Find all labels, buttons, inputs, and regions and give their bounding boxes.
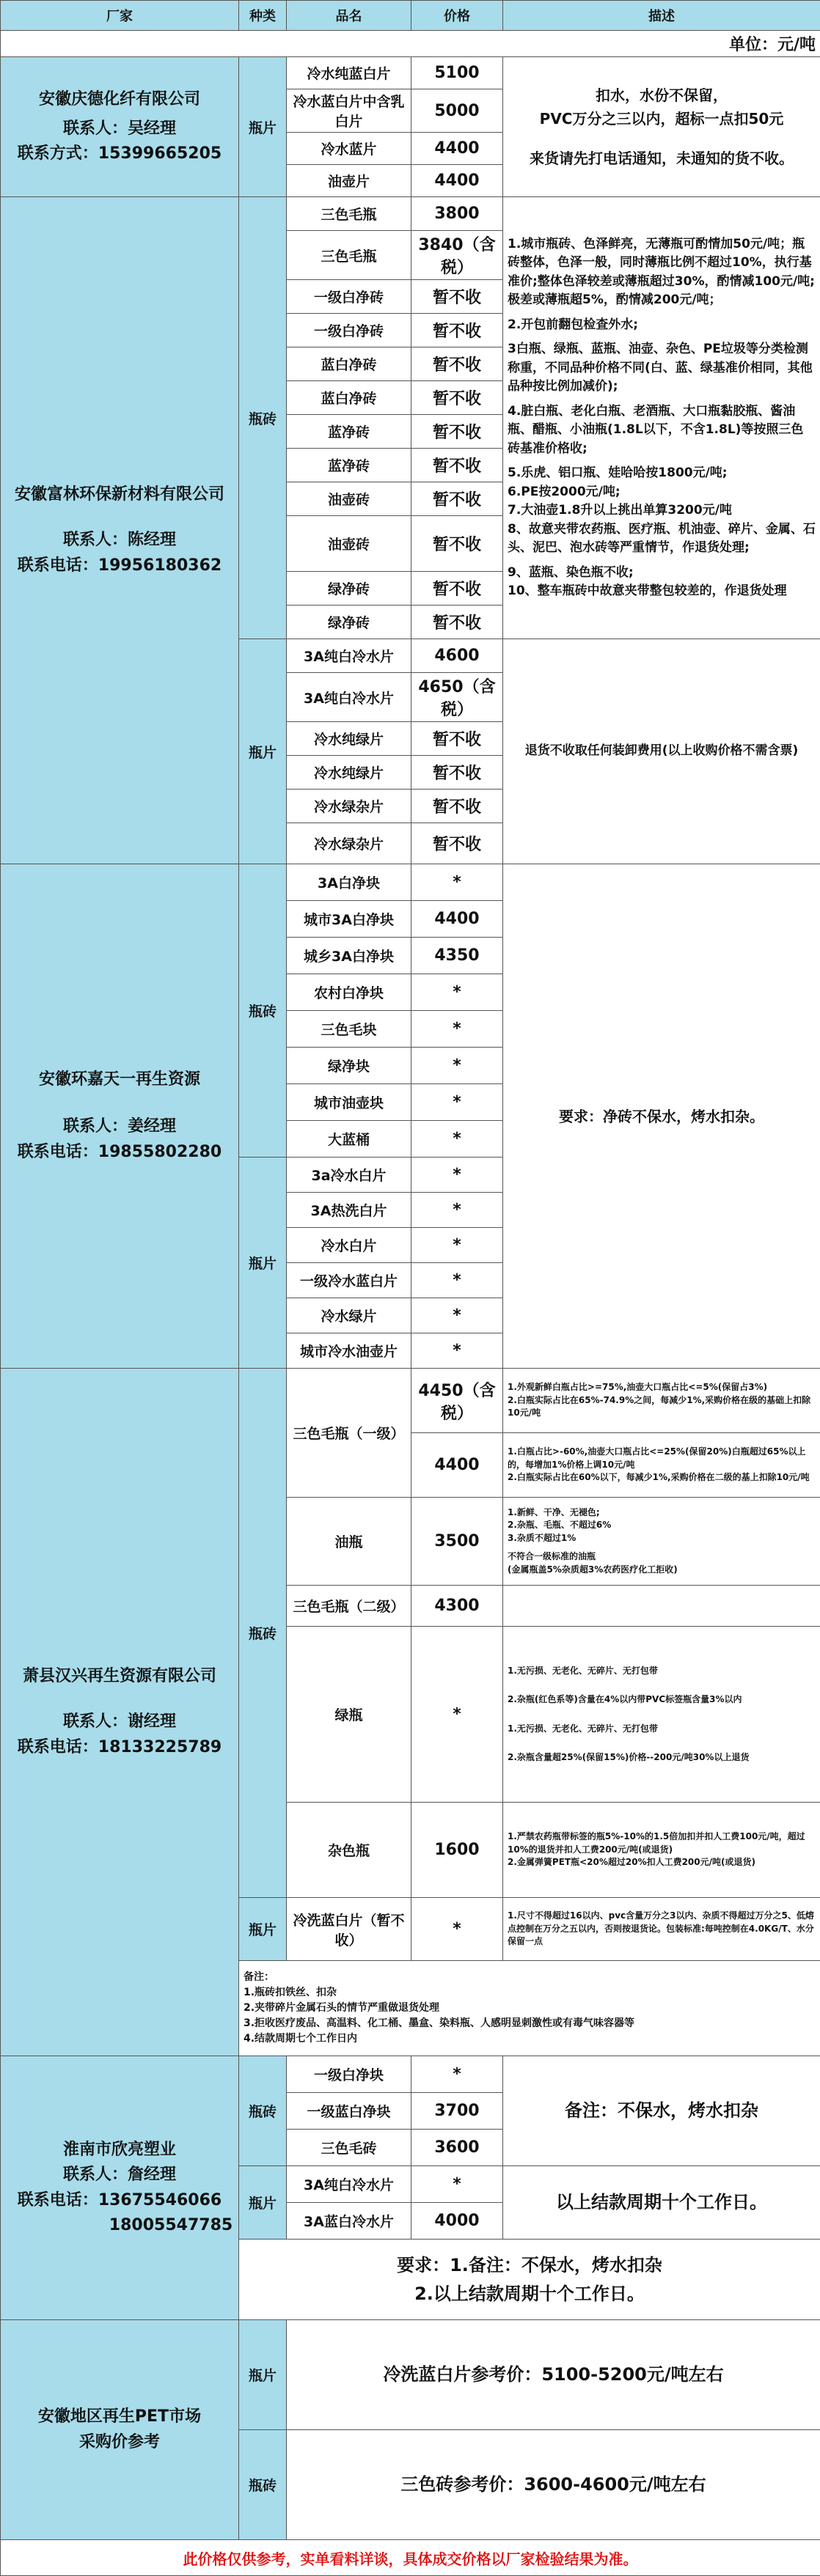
desc-line: 扣水，水份不保留， [508,84,816,107]
product-name: 三色毛瓶 [287,197,411,231]
desc-line: 1.无污损、无老化、无碎片、无打包带 [508,1665,816,1677]
company-name: 安徽富林环保新材料有限公司 [5,482,234,507]
product-name: 蓝白净砖 [287,347,411,381]
product-price: * [411,1084,503,1121]
product-type: 瓶片 [239,639,287,864]
contact-person: 联系人：陈经理 [5,528,234,553]
description: 要求：净砖不保水，烤水扣杂。 [503,864,820,1369]
contact-phone: 联系电话：18133225789 [5,1735,234,1760]
product-price: 3600 [411,2130,503,2166]
product-type: 瓶片 [239,1158,287,1369]
product-price: 3840（含税） [411,231,503,280]
product-name: 冷水绿杂片 [287,823,411,864]
desc-line: 2.杂瓶、毛瓶、不超过6% [508,1519,816,1531]
product-name: 冷洗蓝白片（暂不收） [287,1898,411,1961]
product-type: 瓶片 [239,57,287,197]
phone-number: 18005547785 [5,2213,234,2238]
header-row [1,1,820,31]
product-name: 城市3A白净块 [287,901,411,938]
product-price: 暂不收 [411,606,503,639]
contact-phone: 联系电话：19855802280 [5,1140,234,1165]
product-type: 瓶片 [239,2320,287,2430]
product-price: 暂不收 [411,790,503,823]
product-price: 5000 [411,89,503,133]
product-name: 蓝净砖 [287,415,411,449]
table-row [1,2320,820,2430]
product-price: 4300 [411,1586,503,1627]
product-name: 冷水纯蓝白片 [287,57,411,89]
description: 1.尺寸不得超过16以内、pvc含量万分之3以内、杂质不得超过万分之5、低熔点控制在万分之五以内，否则按退货论。包装标准:每吨控制在4.0KG/T、水分保留一点 [503,1898,820,1961]
type-header: 种类 [239,1,287,31]
product-name: 蓝白净砖 [287,381,411,415]
product-type: 瓶砖 [239,2430,287,2540]
desc-line: 10、整车瓶砖中故意夹带整包较差的，作退货处理 [508,582,816,601]
product-name: 油壶砖 [287,516,411,572]
product-price: 4400 [411,133,503,165]
product-price: * [411,1898,503,1961]
product-name: 3a冷水白片 [287,1158,411,1193]
product-price: * [411,1333,503,1369]
product-name: 三色毛砖 [287,2130,411,2166]
product-name: 蓝净砖 [287,449,411,482]
table-row [1,57,820,89]
desc-line: 6.PE按2000元/吨; [508,483,816,502]
note-line: 2.夹带碎片金属石头的情节严重做退货处理 [244,2001,816,2016]
product-name: 冷水白片 [287,1228,411,1263]
product-name: 3A蓝白冷水片 [287,2203,411,2240]
product-price: 暂不收 [411,756,503,790]
product-price: 3500 [411,1498,503,1586]
product-price: 暂不收 [411,482,503,516]
desc-line: 3白瓶、绿瓶、蓝瓶、油壶、杂色、PE垃圾等分类检测称重，不同品种价格不同(白、蓝、绿基准价相同，其他品种按比例加减价); [508,340,816,397]
product-name: 一级白净砖 [287,314,411,347]
desc-line: 5.乐虎、铝口瓶、娃哈哈按1800元/吨; [508,464,816,483]
product-price: 暂不收 [411,280,503,314]
desc-line: (金属瓶盖5%杂质超3%农药医疗化工拒收) [508,1564,816,1576]
unit-row [1,31,820,57]
company-cell [1,2056,239,2320]
product-name: 3A白净块 [287,864,411,901]
reference-price: 冷洗蓝白片参考价：5100-5200元/吨左右 [287,2320,820,2430]
product-price: * [411,2056,503,2093]
description [503,1498,820,1586]
product-price: 4600 [411,639,503,673]
product-name: 冷水蓝片 [287,133,411,165]
desc-header: 描述 [503,1,820,31]
note-line: 1.瓶砖扣铁丝、扣杂 [244,1985,816,2001]
product-price: 4350 [411,938,503,974]
description [503,57,820,197]
product-type: 瓶片 [239,1898,287,1961]
description [503,1433,820,1498]
product-price: * [411,1158,503,1193]
product-name: 绿瓶 [287,1627,411,1803]
product-price: * [411,1048,503,1084]
table-row [1,1369,820,1433]
desc-line: 7.大油壶1.8升以上挑出单算3200元/吨 [508,501,816,520]
product-name: 一级蓝白净块 [287,2093,411,2130]
product-price: * [411,1228,503,1263]
product-price: 3800 [411,197,503,231]
product-price: 暂不收 [411,314,503,347]
table-row [1,864,820,901]
company-name: 淮南市欣亮塑业 [5,2138,234,2163]
product-name: 城乡3A白净块 [287,938,411,974]
market-title [1,2320,239,2540]
product-price: 暂不收 [411,415,503,449]
product-name: 一级冷水蓝白片 [287,1263,411,1298]
requirement-line: 要求：1.备注：不保水，烤水扣杂 [244,2251,816,2279]
product-price: 暂不收 [411,347,503,381]
contact-person: 联系人：姜经理 [5,1114,234,1139]
description [503,197,820,639]
contact-phone: 联系电话：19956180362 [5,553,234,578]
product-price: * [411,864,503,901]
note-line: 3.拒收医疗废品、高温料、化工桶、墨盒、染料瓶、人感明显刺激性或有毒气味容器等 [244,2016,816,2031]
desc-line: 1.白瓶占比>-60%,油壶大口瓶占比<=25%(保留20%)白瓶超过65%以上的，每增加1%价格上调10元/吨 [508,1446,816,1471]
phone-label: 联系电话： [18,2191,98,2209]
footer-row [1,2540,820,2576]
product-name: 绿净块 [287,1048,411,1084]
description: 备注：不保水，烤水扣杂 [503,2056,820,2166]
desc-line: 2.白瓶实际占比在65%-74.9%之间，每减少1%,采购价格在级的基础上扣除10元/吨 [508,1394,816,1420]
requirement-line: 2.以上结款周期十个工作日。 [244,2280,816,2308]
disclaimer: 此价格仅供参考，实单看料详谈，具体成交价格以厂家检验结果为准。 [1,2540,820,2576]
product-price: 暂不收 [411,449,503,482]
product-price: 4400 [411,165,503,197]
product-name: 冷水蓝白片中含乳白片 [287,89,411,133]
desc-line: 4.脏白瓶、老化白瓶、老酒瓶、大口瓶黏胶瓶、酱油瓶、醋瓶、小油瓶(1.8L以下，不含1.8L)等按照三色砖基准价格收; [508,402,816,459]
product-price: 1600 [411,1803,503,1898]
product-name: 城市油壶块 [287,1084,411,1121]
company-cell [1,1369,239,2056]
phone-number: 13675546066 [98,2191,222,2209]
description [503,1627,820,1803]
product-name: 三色毛瓶（二级） [287,1586,411,1627]
company-name: 萧县汉兴再生资源有限公司 [5,1664,234,1689]
product-name: 油壶片 [287,165,411,197]
product-price: * [411,1121,503,1158]
desc-line: 2.杂瓶(红色系等)含量在4%以内带PVC标签瓶含量3%以内 [508,1693,816,1706]
product-price: 4450（含税） [411,1369,503,1433]
product-name: 3A热洗白片 [287,1193,411,1228]
product-price: * [411,1193,503,1228]
product-type: 瓶砖 [239,864,287,1158]
product-name: 三色毛瓶（一级） [287,1369,411,1498]
table-row [1,2056,820,2093]
product-name: 一级白净砖 [287,280,411,314]
note-line: 4.结款周期七个工作日内 [244,2031,816,2047]
desc-line: 1.无污损、无老化、无碎片、无打包带 [508,1723,816,1735]
product-name: 3A纯白冷水片 [287,2166,411,2203]
product-price: 暂不收 [411,572,503,606]
product-header: 品名 [287,1,411,31]
product-price: * [411,974,503,1011]
product-type: 瓶砖 [239,1369,287,1898]
product-name: 农村白净块 [287,974,411,1011]
desc-line: 不符合一级标准的油瓶 [508,1550,816,1563]
desc-line: 2.杂瓶含量超25%(保留15%)价格--200元/吨30%以上退货 [508,1751,816,1764]
desc-line: 9、蓝瓶、染色瓶不收; [508,564,816,583]
description: 退货不收取任何装卸费用(以上收购价格不需含票) [503,639,820,864]
description [503,1803,820,1898]
product-price: * [411,1011,503,1048]
product-name: 三色毛瓶 [287,231,411,280]
product-price: 暂不收 [411,722,503,756]
company-cell [1,864,239,1369]
contact-person: 联系人：詹经理 [5,2163,234,2187]
product-price: 4400 [411,901,503,938]
company-name: 安徽环嘉天一再生资源 [5,1067,234,1092]
desc-line: PVC万分之三以内，超标一点扣50元 [508,107,816,130]
notes [239,1961,820,2056]
desc-line: 来货请先打电话通知，未通知的货不收。 [508,147,816,170]
product-name: 三色毛块 [287,1011,411,1048]
product-name: 绿净砖 [287,606,411,639]
contact-phone [5,2188,234,2213]
product-price: 4400 [411,1433,503,1498]
description [503,1369,820,1433]
product-name: 冷水绿片 [287,1298,411,1333]
product-price: 5100 [411,57,503,89]
desc-line: 1.城市瓶砖、色泽鲜亮，无薄瓶可酌情加50元/吨；瓶砖整体，色泽一般，同时薄瓶比例不超过10%，执行基准价;整体色泽较差或薄瓶超过30%，酌情减100元/吨;极差或薄瓶超5%，酌情减200元/吨； [508,235,816,310]
description [503,1586,820,1627]
product-name: 冷水纯绿片 [287,722,411,756]
unit-label: 单位：元/吨 [1,31,820,57]
product-type: 瓶片 [239,2166,287,2240]
market-title-line: 采购价参考 [5,2430,234,2455]
desc-line: 2.白瓶实际占比在60%以下，每减少1%,采购价格在二级的基上扣除10元/吨 [508,1471,816,1484]
product-name: 冷水绿杂片 [287,790,411,823]
desc-line: 1.严禁农药瓶带标签的瓶5%-10%的1.5倍加扣并扣人工费100元/吨，超过10%的退货并扣人工费200元/吨(或退货) [508,1830,816,1856]
product-name: 3A纯白冷水片 [287,673,411,722]
market-title-line: 安徽地区再生PET市场 [5,2404,234,2429]
desc-line: 8、故意夹带农药瓶、医疗瓶、机油壶、碎片、金属、石头、泥巴、泡水砖等严重情节，作退货处理; [508,520,816,558]
product-name: 冷水纯绿片 [287,756,411,790]
product-price: * [411,1627,503,1803]
contact-person: 联系人：谢经理 [5,1710,234,1734]
product-price: 暂不收 [411,516,503,572]
contact-person: 联系人：吴经理 [5,117,234,141]
product-type: 瓶砖 [239,2056,287,2166]
reference-price: 三色砖参考价：3600-4600元/吨左右 [287,2430,820,2540]
desc-line: 2.开包前翻包检查外水; [508,316,816,335]
product-name: 3A纯白冷水片 [287,639,411,673]
desc-line: 3.杂质不超过1% [508,1532,816,1545]
company-header: 厂家 [1,1,239,31]
desc-line: 1.外观新鲜白瓶占比>=75%,油壶大口瓶占比<=5%(保留占3%) [508,1381,816,1394]
company-cell [1,57,239,197]
product-name: 油壶砖 [287,482,411,516]
product-name: 绿净砖 [287,572,411,606]
desc-line: 1.新鲜、干净、无褪色; [508,1506,816,1519]
product-type: 瓶砖 [239,197,287,639]
contact-phone: 联系方式：15399665205 [5,141,234,166]
product-price: 4650（含税） [411,673,503,722]
product-name: 杂色瓶 [287,1803,411,1898]
product-name: 油瓶 [287,1498,411,1586]
product-price: 暂不收 [411,823,503,864]
desc-line: 2.金属弹簧PET瓶<20%超过20%扣人工费200元/吨(或退货) [508,1856,816,1869]
product-price: 暂不收 [411,381,503,415]
product-name: 一级白净块 [287,2056,411,2093]
description: 以上结款周期十个工作日。 [503,2166,820,2240]
product-price: * [411,1298,503,1333]
product-price: * [411,2166,503,2203]
company-cell [1,197,239,864]
price-header: 价格 [411,1,503,31]
requirements [239,2240,820,2320]
product-price: 3700 [411,2093,503,2130]
product-name: 城市冷水油壶片 [287,1333,411,1369]
product-name: 大蓝桶 [287,1121,411,1158]
company-name: 安徽庆德化纤有限公司 [5,87,234,112]
table-row [1,197,820,231]
product-price: * [411,1263,503,1298]
note-line: 备注： [244,1970,816,1985]
product-price: 4000 [411,2203,503,2240]
